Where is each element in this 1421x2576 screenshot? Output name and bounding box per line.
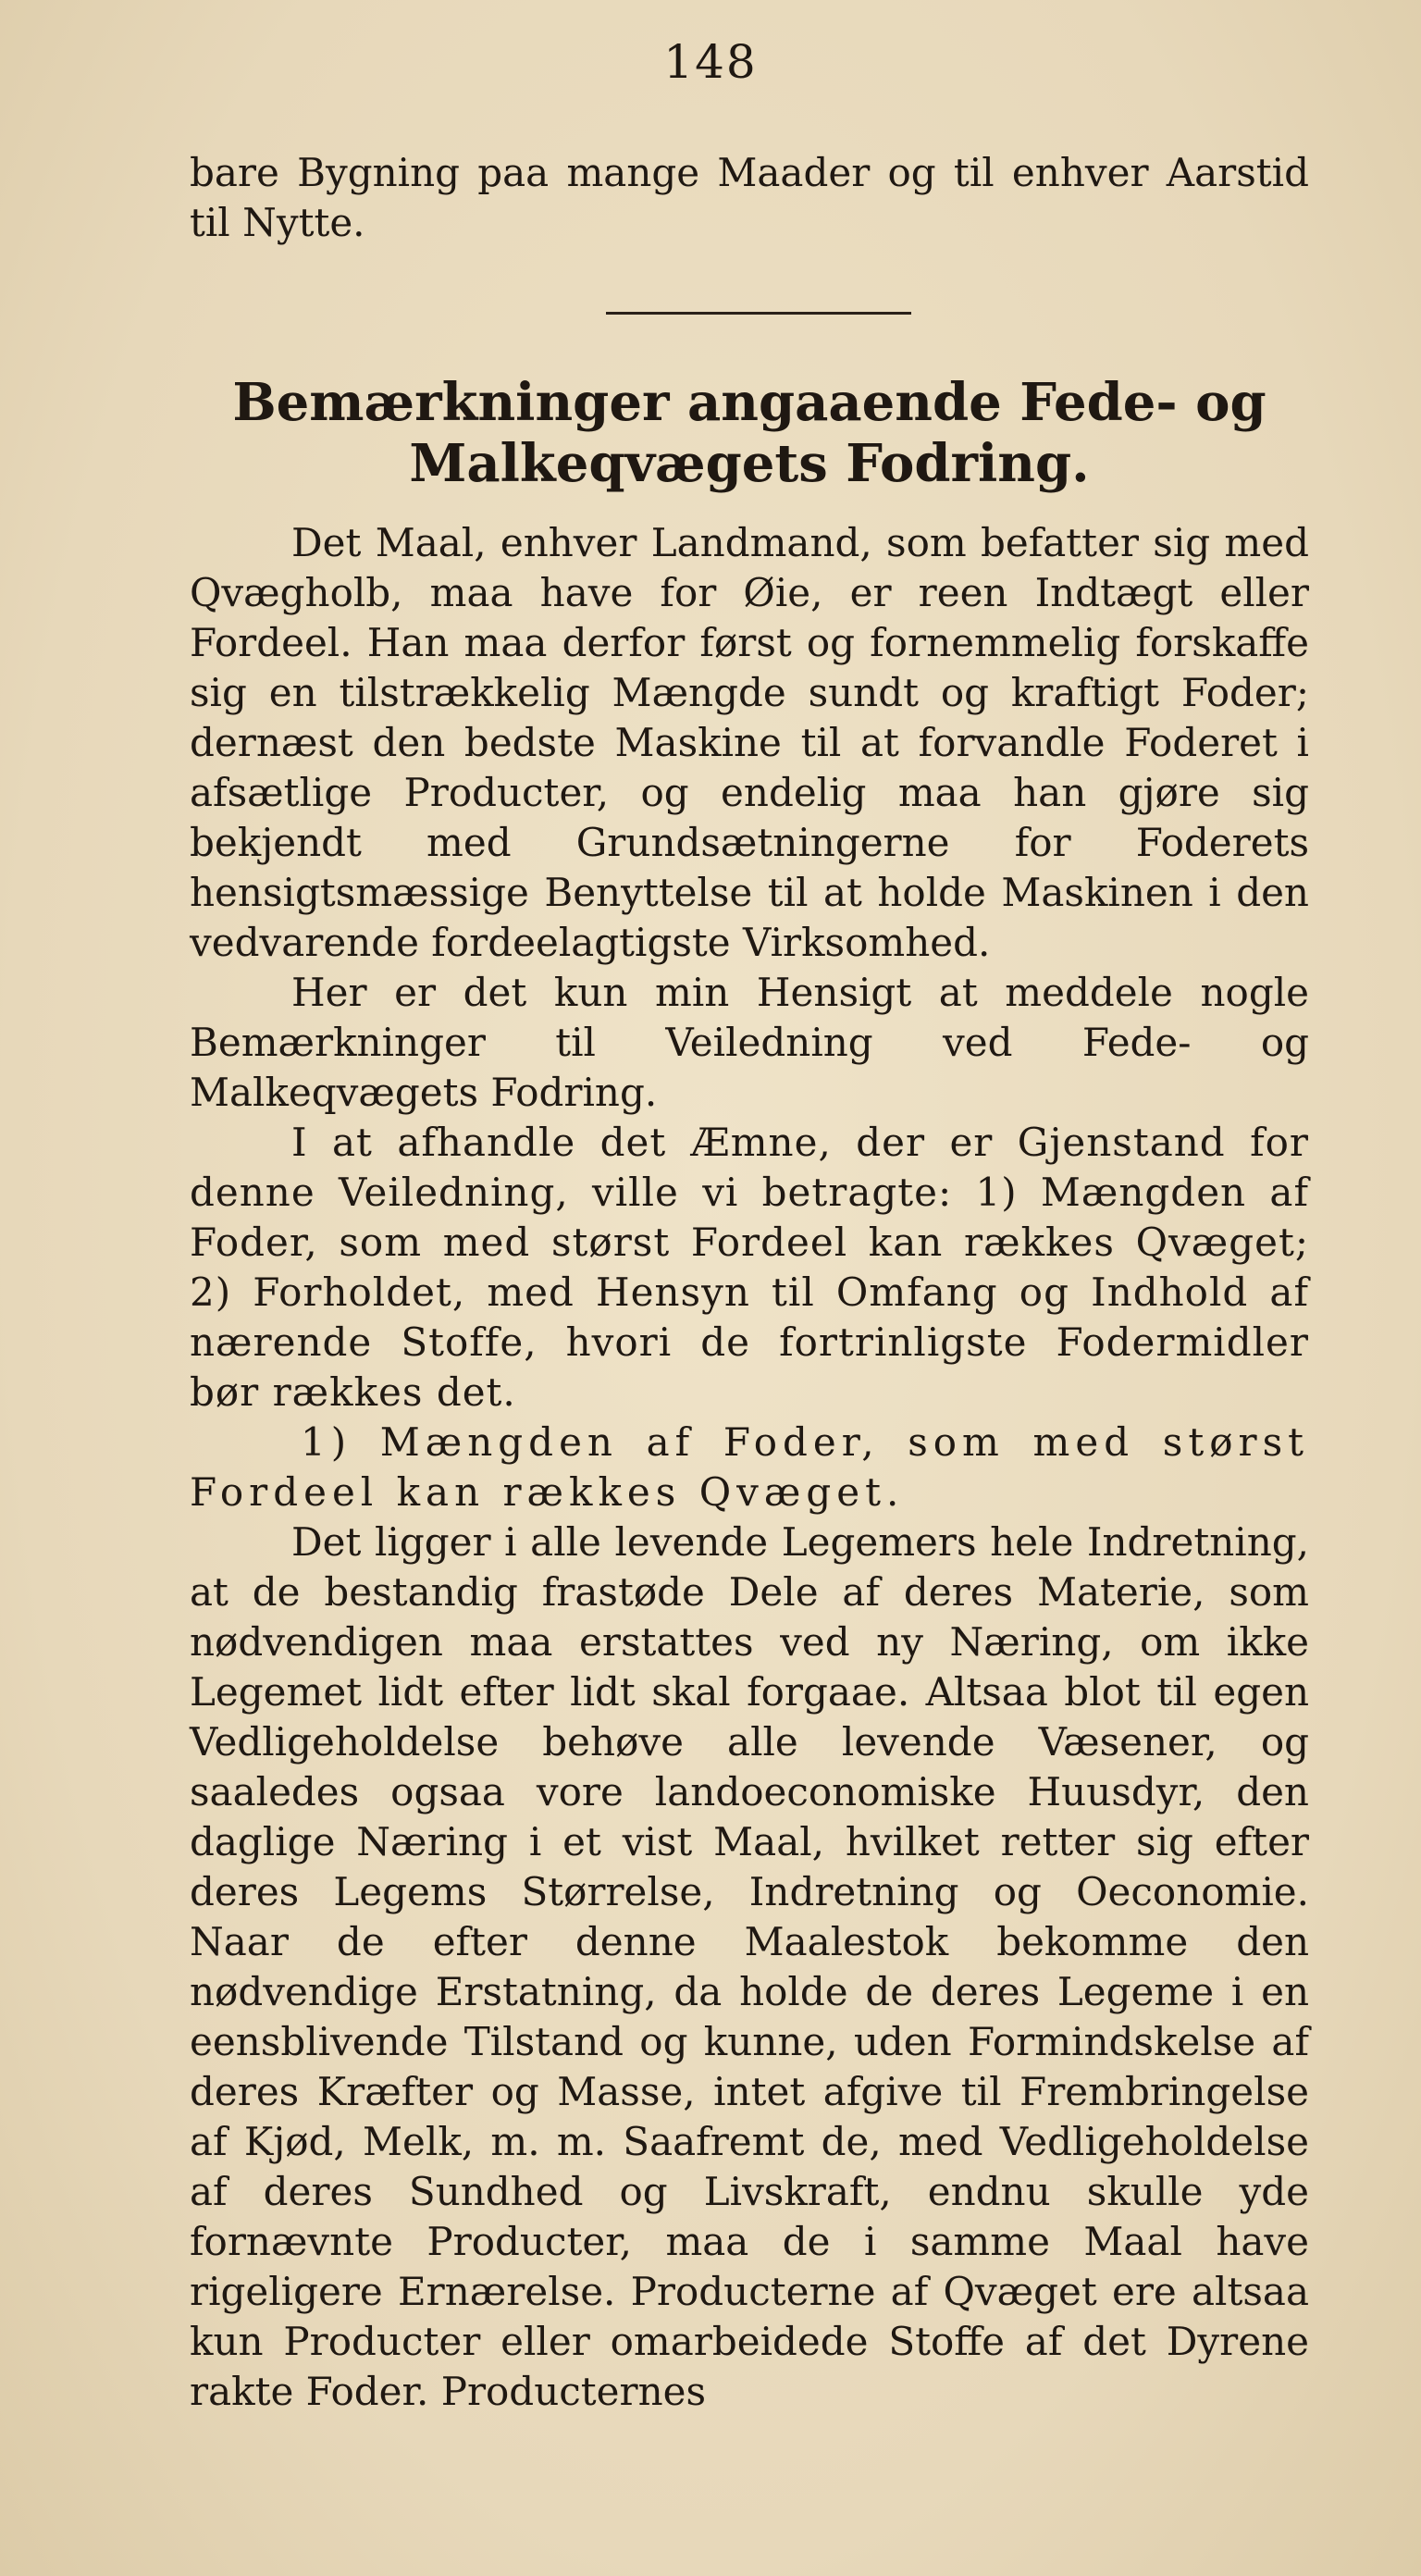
paragraph: Her er det kun min Hensigt at meddele nogle Bemærkninger til Veiledning ved Fede- og Malkeqvægets Fodring.: [190, 970, 1309, 1115]
section-heading: Bemærkninger angaaende Fede- og Malkeqvægets Fodring.: [232, 372, 1267, 494]
body-text: [190, 518, 1309, 2417]
section-divider: [606, 312, 911, 315]
page-number: 148: [663, 35, 758, 89]
paragraph: I at afhandle det Æmne, der er Gjenstand for denne Veiledning, ville vi betragte: 1) Mængden af Foder, som med størst Fordeel kan rækkes Qvæget; 2) Forholdet, med Hensyn til Omfang og Indhold af nærende Stoffe, hvori de fortrinligste Fodermidler bør rækkes det.: [190, 1120, 1309, 1415]
continuation-block: [190, 148, 1309, 248]
paragraph: Det Maal, enhver Landmand, som befatter sig med Qvægholb, maa have for Øie, er reen Indtægt eller Fordeel. Han maa derfor først og fornemmelig forskaffe sig en tilstrækkelig Mængde sundt og kraftigt Foder; dernæst den bedste Maskine til at forvandle Foderet i afsætlige Producter, og endelig maa han gjøre sig bekjendt med Grundsætningerne for Foderets hensigtsmæssige Benyttelse til at holde Maskinen i den vedvarende fordeelagtigste Virksomhed.: [190, 520, 1309, 965]
subsection-heading: 1) Mængden af Foder, som med størst Fordeel kan rækkes Qvæget.: [190, 1419, 1309, 1515]
paragraph: Det ligger i alle levende Legemers hele Indretning, at de bestandig frastøde Dele af deres Materie, som nødvendigen maa erstattes ved ny Næring, om ikke Legemet lidt efter lidt skal forgaae. Altsaa blot til egen Vedligeholdelse behøve alle levende Væsener, og saaledes ogsaa vore landoeconomiske Huusdyr, den daglige Næring i et vist Maal, hvilket retter sig efter deres Legems Størrelse, Indretning og Oeconomie. Naar de efter denne Maalestok bekomme den nødvendige Erstatning, da holde de deres Legeme i en eensblivende Tilstand og kunne, uden Formindskelse af deres Kræfter og Masse, intet afgive til Frembringelse af Kjød, Melk, m. m. Saafremt de, med Vedligeholdelse af deres Sundhed og Livskraft, endnu skulle yde fornævnte Producter, maa de i samme Maal have rigeligere Ernærelse. Producterne af Qvæget ere altsaa kun Producter eller omarbeidede Stoffe af det Dyrene rakte Foder. Producternes: [190, 1519, 1309, 2414]
continuation-paragraph: bare Bygning paa mange Maader og til enhver Aarstid til Nytte.: [190, 150, 1309, 245]
